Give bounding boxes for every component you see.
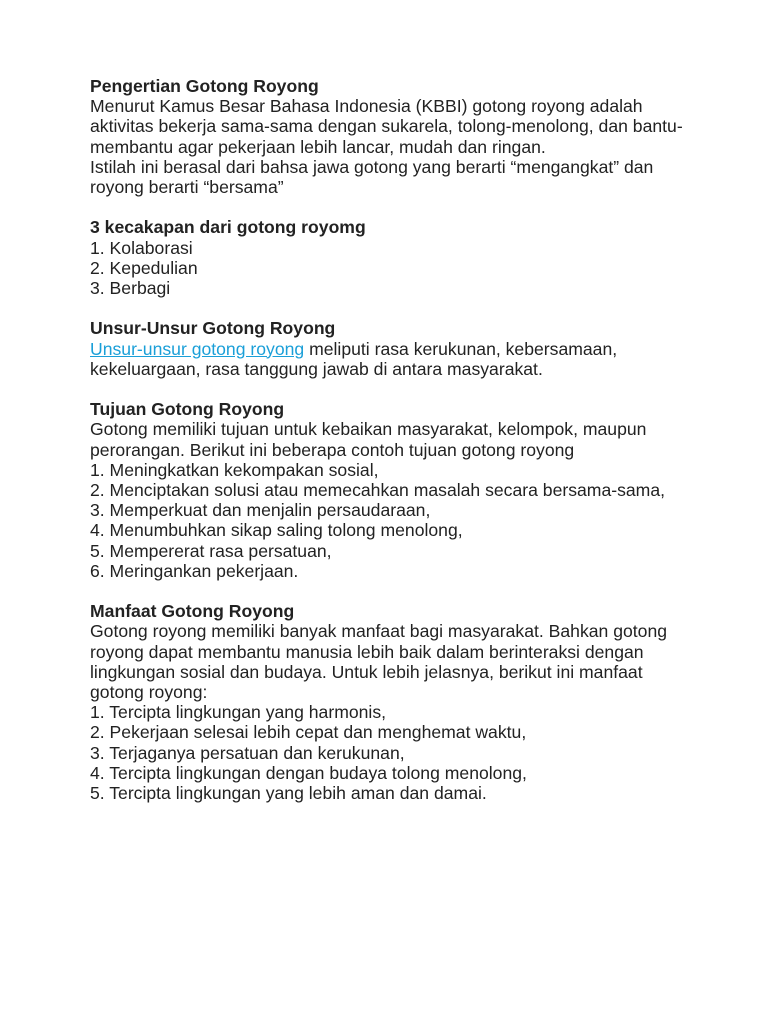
section-unsur <box>90 318 690 379</box>
spacer <box>90 581 690 601</box>
list-item: 5. Mempererat rasa persatuan, <box>90 540 332 561</box>
heading-tujuan: Tujuan Gotong Royong <box>90 399 285 420</box>
list-kecakapan <box>90 238 690 299</box>
section-manfaat <box>90 601 690 803</box>
section-pengertian <box>90 76 690 197</box>
document-page <box>90 76 690 803</box>
paragraph-unsur <box>90 339 690 379</box>
list-item: 5. Tercipta lingkungan yang lebih aman dan damai. <box>90 783 487 804</box>
list-item: 3. Terjaganya persatuan dan kerukunan, <box>90 742 405 763</box>
list-item: 4. Menumbuhkan sikap saling tolong menolong, <box>90 520 463 541</box>
spacer <box>90 197 690 217</box>
list-item: 2. Menciptakan solusi atau memecahkan masalah secara bersama-sama, <box>90 480 666 501</box>
heading-manfaat: Manfaat Gotong Royong <box>90 601 295 622</box>
heading-unsur: Unsur-Unsur Gotong Royong <box>90 318 336 339</box>
list-item: 6. Meringankan pekerjaan. <box>90 560 299 581</box>
list-item: 1. Tercipta lingkungan yang harmonis, <box>90 702 387 723</box>
spacer <box>90 379 690 399</box>
paragraph-manfaat: Gotong royong memiliki banyak manfaat bagi masyarakat. Bahkan gotong royong dapat membantu manusia lebih baik dalam berinteraksi dengan lingkungan sosial dan budaya. Untuk lebih jelasnya, berikut ini manfaat gotong royong: <box>90 621 668 703</box>
paragraph-unsur-text: meliputi rasa kerukunan, kebersamaan, kekeluargaan, rasa tanggung jawab di antara masyarakat. <box>90 338 618 379</box>
list-item: 3. Memperkuat dan menjalin persaudaraan, <box>90 500 431 521</box>
unsur-link[interactable]: Unsur-unsur gotong royong <box>90 338 305 359</box>
section-tujuan <box>90 399 690 581</box>
paragraph-etymology: Istilah ini berasal dari bahsa jawa gotong yang berarti “mengangkat” dan royong berarti “bersama” <box>90 156 654 198</box>
heading-kecakapan: 3 kecakapan dari gotong royomg <box>90 217 366 238</box>
list-item: 4. Tercipta lingkungan dengan budaya tolong menolong, <box>90 762 527 783</box>
paragraph-tujuan: Gotong memiliki tujuan untuk kebaikan masyarakat, kelompok, maupun perorangan. Berikut ini beberapa contoh tujuan gotong royong <box>90 419 647 460</box>
list-item: 2. Pekerjaan selesai lebih cepat dan menghemat waktu, <box>90 722 527 743</box>
list-tujuan <box>90 460 690 581</box>
section-kecakapan <box>90 217 690 298</box>
list-item: 1. Kolaborasi <box>90 237 193 258</box>
list-item: 3. Berbagi <box>90 278 171 299</box>
heading-pengertian: Pengertian Gotong Royong <box>90 76 319 96</box>
list-item: 1. Meningkatkan kekompakan sosial, <box>90 459 379 480</box>
list-item: 2. Kepedulian <box>90 257 198 278</box>
spacer <box>90 298 690 318</box>
list-manfaat <box>90 702 690 803</box>
paragraph-definition: Menurut Kamus Besar Bahasa Indonesia (KBBI) gotong royong adalah aktivitas bekerja sama-sama dengan sukarela, tolong-menolong, dan bantu-membantu agar pekerjaan lebih lancar, mudah dan ringan. <box>90 96 683 157</box>
